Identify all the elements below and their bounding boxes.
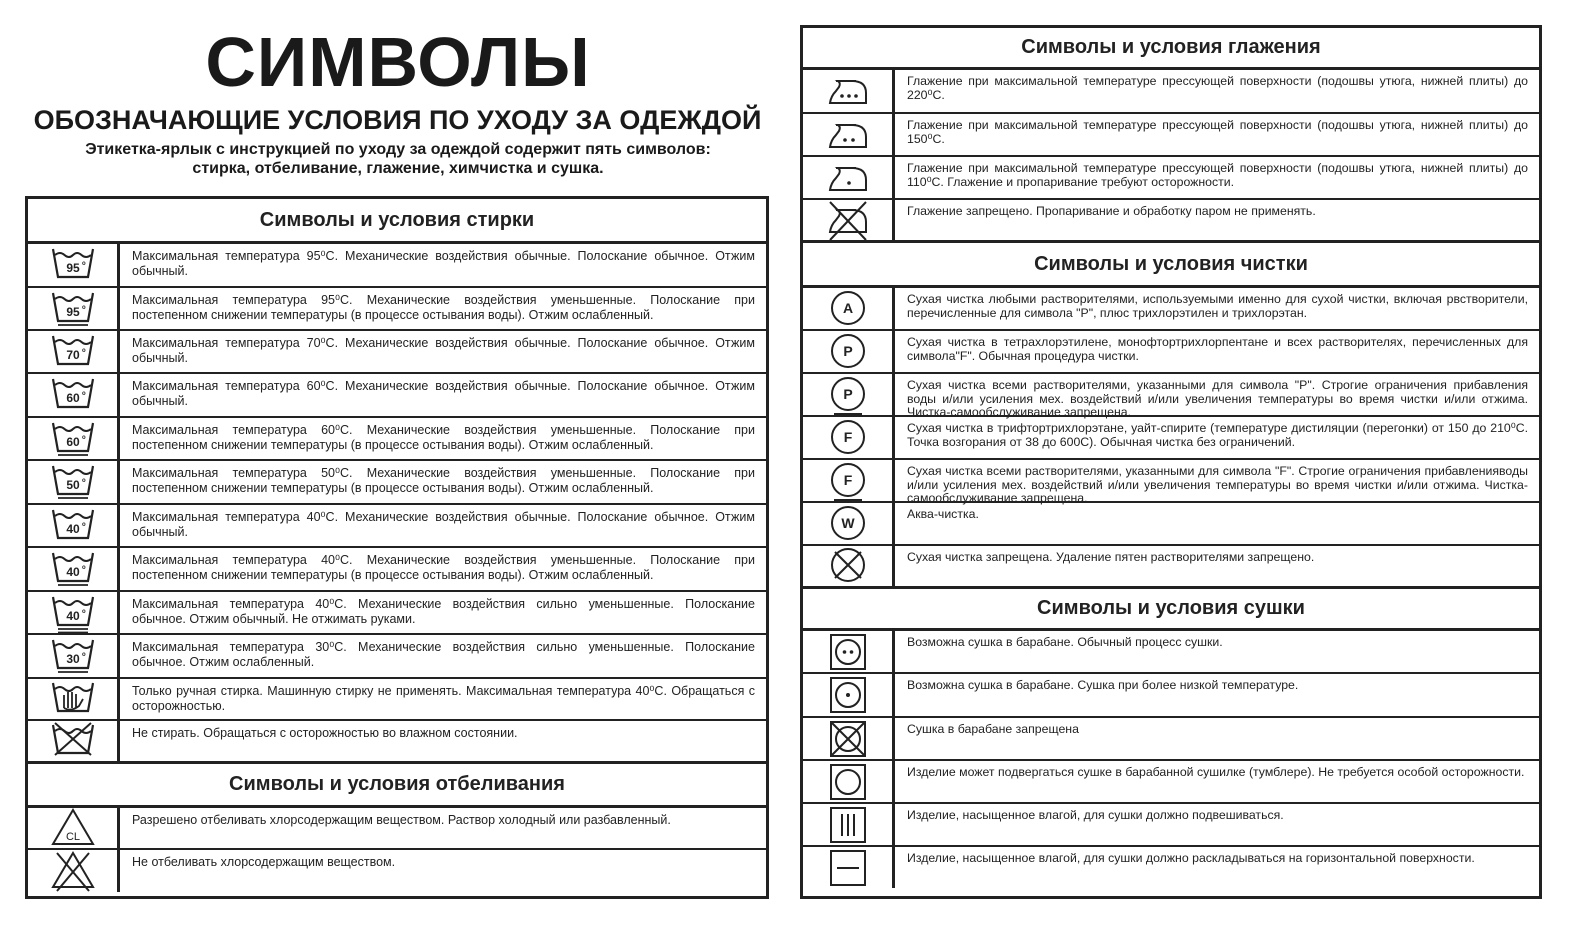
washing-description: Максимальная температура 50⁰С. Механические воздействия уменьшенные. Полоскание при постепенном снижении температуры (в процессе остывания воды). Отжим ослабленный. — [132, 466, 755, 495]
ironing-section — [803, 28, 1539, 243]
svg-text:40: 40 — [65, 565, 80, 579]
cleaning-section — [803, 243, 1539, 589]
bleaching-description: Не отбеливать хлорсодержащим веществом. — [132, 855, 396, 869]
wash-60-icon — [28, 374, 120, 416]
cleaning-row — [803, 546, 1539, 589]
svg-text:W: W — [840, 514, 855, 531]
right-panel — [800, 25, 1542, 899]
wash-95-icon — [28, 244, 120, 286]
svg-text:40: 40 — [65, 608, 80, 623]
drying-section — [803, 589, 1539, 888]
drying-description: Изделие, насыщенное влагой, для сушки должно подвешиваться. — [907, 808, 1284, 822]
do-not-wash-icon — [28, 721, 120, 761]
intro-line: стирка, отбеливание, глажение, химчистка и сушка. — [192, 160, 604, 177]
bleaching-row — [28, 850, 766, 892]
washing-row — [28, 505, 766, 548]
drying-row — [803, 847, 1539, 888]
drying-row — [803, 761, 1539, 804]
svg-text:70: 70 — [65, 347, 80, 362]
ironing-heading: Символы и условия глажения — [803, 28, 1539, 70]
wash-50-gentle-icon — [28, 461, 120, 503]
svg-text:50: 50 — [65, 478, 80, 492]
cleaning-row — [803, 460, 1539, 503]
svg-text:o: o — [81, 261, 86, 267]
svg-text:o: o — [81, 347, 86, 354]
ironing-row — [803, 70, 1539, 114]
washing-description: Максимальная температура 40⁰С. Механические воздействия сильно уменьшенные. Полоскание обычное. Отжим обычный. Не отжимать руками. — [132, 597, 755, 626]
washing-description: Только ручная стирка. Машинную стирку не применять. Максимальная температура 40⁰С. Обращаться с осторожностью. — [132, 684, 755, 713]
do-not-bleach-icon — [28, 850, 120, 892]
page-title: СИМВОЛЫ — [205, 23, 591, 101]
drying-row — [803, 718, 1539, 761]
drying-row — [803, 631, 1539, 674]
ironing-row — [803, 200, 1539, 243]
svg-text:o: o — [81, 434, 86, 441]
iron-one-dot-icon — [803, 157, 895, 198]
svg-text:o: o — [81, 478, 86, 484]
washing-description: Не стирать. Обращаться с осторожностью во влажном состоянии. — [132, 726, 518, 740]
cleaning-heading: Символы и условия чистки — [803, 243, 1539, 288]
drying-description: Изделие может подвергаться сушке в барабанной сушилке (тумблере). Не требуется особой осторожности. — [907, 765, 1525, 779]
tumble-dry-icon — [803, 761, 895, 802]
wash-70-icon — [28, 331, 120, 372]
cleaning-description: Сухая чистка всеми растворителями, указанными для символа "F". Строгие ограничения прибавленияводы и/или усиления мех. воздействий и/или увеличения температуры во время чистки и/или отжима. Чистка-самообслуживание запрещена. — [907, 464, 1528, 505]
ironing-row — [803, 157, 1539, 200]
bleaching-row — [28, 808, 766, 850]
do-not-iron-icon — [803, 200, 895, 240]
ironing-description: Глажение при максимальной температуре прессующей поверхности (подошвы утюга, нижней плиты) до 220⁰С. — [907, 74, 1528, 102]
svg-text:P: P — [842, 342, 853, 359]
hand-wash-icon — [28, 679, 120, 719]
svg-text:95: 95 — [65, 261, 80, 275]
washing-row — [28, 592, 766, 635]
dry-clean-f-icon — [803, 417, 895, 458]
svg-text:95: 95 — [65, 304, 80, 319]
cleaning-row — [803, 288, 1539, 331]
cleaning-description: Сухая чистка любыми растворителями, используемыми именно для сухой чистки, включая рвстворители, перечисленные для символа "Р", плюс трихлорэтилен и трихлорэтан. — [907, 292, 1528, 320]
washing-description: Максимальная температура 60⁰С. Механические воздействия обычные. Полоскание обычное. Отжим обычный. — [132, 379, 755, 408]
drying-row — [803, 804, 1539, 847]
dry-clean-p-gentle-icon — [803, 374, 895, 415]
tumble-dry-low-icon — [803, 674, 895, 716]
svg-text:o: o — [81, 565, 86, 571]
ironing-description: Глажение при максимальной температуре прессующей поверхности (подошвы утюга, нижней плиты) до 150⁰С. — [907, 118, 1528, 146]
cleaning-row — [803, 331, 1539, 374]
intro-line: Этикетка-ярлык с инструкцией по уходу за одеждой содержит пять символов: — [85, 141, 711, 158]
page-subtitle: ОБОЗНАЧАЮЩИЕ УСЛОВИЯ ПО УХОДУ ЗА ОДЕЖДОЙ — [33, 105, 762, 135]
svg-text:F: F — [843, 471, 852, 488]
svg-text:o: o — [81, 391, 86, 397]
drying-description: Возможна сушка в барабане. Обычный процесс сушки. — [907, 635, 1223, 649]
cleaning-row — [803, 417, 1539, 460]
svg-text:40: 40 — [65, 521, 80, 536]
washing-description: Максимальная температура 40⁰С. Механические воздействия уменьшенные. Полоскание при постепенном снижении температуры (в процессе остывания воды). Отжим ослабленный. — [132, 553, 755, 582]
svg-text:P: P — [842, 385, 853, 402]
washing-row — [28, 374, 766, 418]
bleaching-heading: Символы и условия отбеливания — [28, 764, 766, 808]
bleaching-section — [28, 764, 766, 892]
cleaning-row — [803, 374, 1539, 417]
washing-row — [28, 418, 766, 461]
washing-row — [28, 461, 766, 505]
washing-section — [28, 199, 766, 764]
drip-dry-icon — [803, 804, 895, 845]
cleaning-description: Аква-чистка. — [907, 507, 979, 521]
iron-three-dots-icon — [803, 70, 895, 112]
svg-text:o: o — [81, 521, 86, 528]
washing-row — [28, 548, 766, 592]
do-not-tumble-dry-icon — [803, 718, 895, 759]
dry-clean-a-icon — [803, 288, 895, 329]
drying-description: Сушка в барабане запрещена — [907, 722, 1079, 736]
cleaning-description: Сухая чистка в тетрахлорэтилене, монофтортрихлорпентане и всех растворителях, перечисленных для символа"F". Обычная процедура чистки. — [907, 335, 1528, 363]
bleach-cl-icon — [28, 808, 120, 848]
washing-row — [28, 635, 766, 679]
dry-flat-icon — [803, 847, 895, 888]
svg-text:60: 60 — [65, 391, 80, 405]
svg-text:o: o — [81, 304, 86, 311]
bleaching-description: Разрешено отбеливать хлорсодержащим веществом. Раствор холодный или разбавленный. — [132, 813, 671, 827]
washing-row — [28, 288, 766, 331]
dry-clean-p-icon — [803, 331, 895, 372]
ironing-description: Глажение при максимальной температуре прессующей поверхности (подошвы утюга, нижней плиты) до 110⁰С. Глажение и пропаривание требуют осторожности. — [907, 161, 1528, 189]
cleaning-description: Сухая чистка всеми растворителями, указанными для символа "Р". Строгие ограничения прибавления воды и/или усиления мех. воздействий и/или увеличения температуры во время чистки и/или отжима. Чистка-самообслуживание запрещена. — [907, 378, 1528, 419]
washing-description: Максимальная температура 95⁰С. Механические воздействия уменьшенные. Полоскание при постепенном снижении температуры (в процессе остывания воды). Отжим ослабленный. — [132, 293, 755, 322]
svg-text:60: 60 — [65, 434, 80, 449]
ironing-row — [803, 114, 1539, 157]
svg-text:o: o — [81, 608, 86, 615]
iron-two-dots-icon — [803, 114, 895, 155]
cleaning-description: Сухая чистка запрещена. Удаление пятен растворителями запрещено. — [907, 550, 1315, 564]
washing-description: Максимальная температура 30⁰С. Механические воздействия сильно уменьшенные. Полоскание обычное. Отжим ослабленный. — [132, 640, 755, 669]
washing-row — [28, 244, 766, 288]
washing-heading: Символы и условия стирки — [28, 199, 766, 244]
ironing-description: Глажение запрещено. Пропаривание и обработку паром не применять. — [907, 204, 1316, 218]
svg-text:A: A — [842, 299, 853, 316]
wash-40-very-gentle-icon — [28, 592, 120, 633]
cleaning-row — [803, 503, 1539, 546]
drying-description: Изделие, насыщенное влагой, для сушки должно раскладываться на горизонтальной поверхности. — [907, 851, 1475, 865]
washing-description: Максимальная температура 60⁰С. Механические воздействия уменьшенные. Полоскание при постепенном снижении температуры (в процессе остывания воды). Отжим ослабленный. — [132, 423, 755, 452]
washing-description: Максимальная температура 70⁰С. Механические воздействия обычные. Полоскание обычное. Отжим обычный. — [132, 336, 755, 365]
washing-row — [28, 679, 766, 721]
drying-description: Возможна сушка в барабане. Сушка при более низкой температуре. — [907, 678, 1299, 692]
svg-text:F: F — [843, 428, 852, 445]
do-not-dry-clean-icon — [803, 546, 895, 586]
left-panel — [25, 196, 769, 899]
washing-description: Максимальная температура 95⁰С. Механические воздействия обычные. Полоскание обычное. Отжим обычный. — [132, 249, 755, 278]
svg-text:30: 30 — [65, 652, 80, 666]
tumble-dry-normal-icon — [803, 631, 895, 672]
wash-40-icon — [28, 505, 120, 546]
wash-60-gentle-icon — [28, 418, 120, 459]
cleaning-description: Сухая чистка в трифтортрихлорэтане, уайт-спирите (температуре дистиляции (перегонки) от 150 до 210⁰С. Точка возгорания от 38 до 600С). Обычная чистка без ограничений. — [907, 421, 1528, 449]
wash-40-gentle-icon — [28, 548, 120, 590]
dry-clean-f-gentle-icon — [803, 460, 895, 501]
svg-text:o: o — [81, 652, 86, 658]
wash-95-gentle-icon — [28, 288, 120, 329]
intro-text — [28, 140, 768, 178]
washing-row — [28, 331, 766, 374]
washing-row — [28, 721, 766, 764]
washing-description: Максимальная температура 40⁰С. Механические воздействия обычные. Полоскание обычное. Отжим обычный. — [132, 510, 755, 539]
drying-heading: Символы и условия сушки — [803, 589, 1539, 631]
drying-row — [803, 674, 1539, 718]
wet-clean-w-icon — [803, 503, 895, 544]
svg-text:CL: CL — [65, 831, 80, 843]
wash-30-gentle-icon — [28, 635, 120, 677]
